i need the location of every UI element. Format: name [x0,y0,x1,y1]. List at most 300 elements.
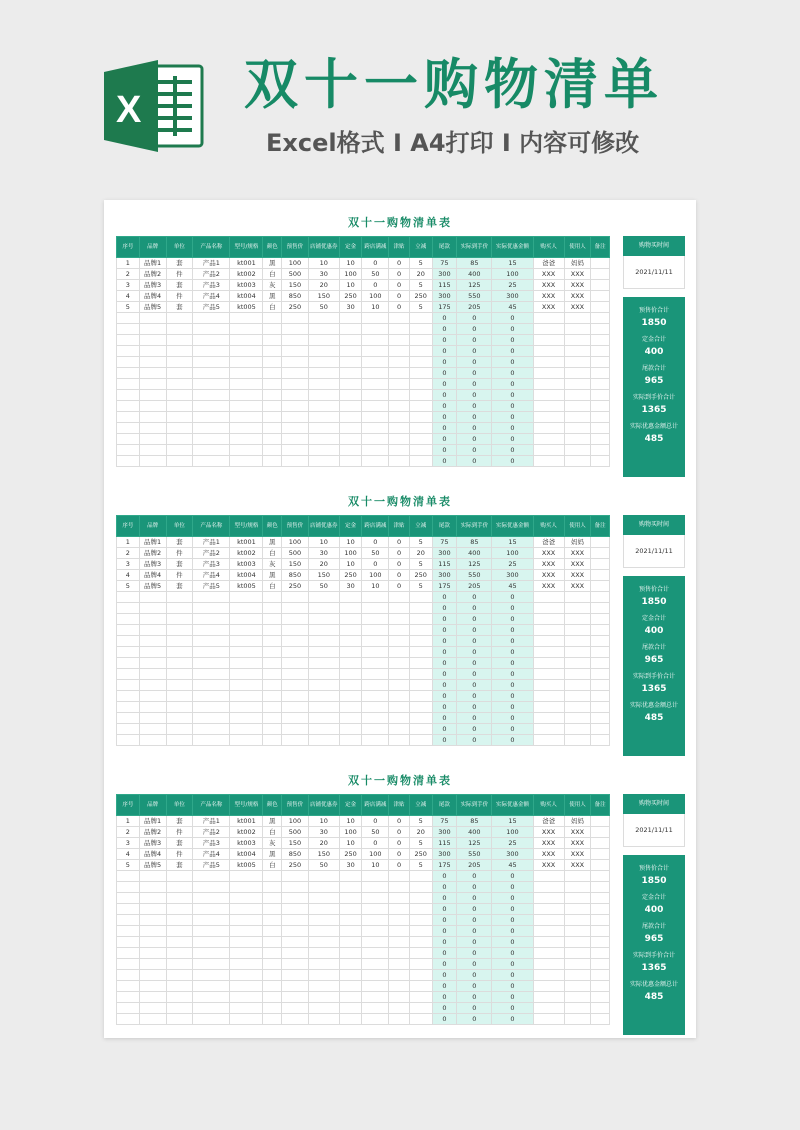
table-cell[interactable]: 套 [166,258,193,269]
table-cell[interactable] [389,1014,410,1025]
table-cell[interactable] [362,1003,389,1014]
table-cell[interactable] [389,368,410,379]
table-cell[interactable] [230,614,263,625]
table-cell[interactable] [339,882,362,893]
table-cell[interactable]: 150 [282,280,309,291]
table-cell[interactable]: 产品5 [193,860,230,871]
table-cell[interactable] [166,603,193,614]
table-cell[interactable] [193,1003,230,1014]
table-cell[interactable] [282,423,309,434]
table-cell[interactable] [389,893,410,904]
table-cell[interactable] [117,614,140,625]
table-cell[interactable]: 300 [492,291,533,302]
table-cell[interactable] [409,981,432,992]
table-cell[interactable] [591,882,610,893]
table-cell[interactable]: 2 [117,269,140,280]
table-cell[interactable]: 5 [409,280,432,291]
table-cell[interactable] [564,1003,591,1014]
table-cell[interactable] [282,434,309,445]
table-cell[interactable]: 0 [389,570,410,581]
table-cell[interactable] [263,625,282,636]
table-cell[interactable] [230,937,263,948]
table-cell[interactable] [591,838,610,849]
table-cell[interactable] [591,816,610,827]
table-cell[interactable]: 0 [457,445,492,456]
table-cell[interactable] [117,981,140,992]
table-cell[interactable] [230,680,263,691]
column-header[interactable]: 序号 [117,237,140,258]
table-cell[interactable]: 0 [492,959,533,970]
table-cell[interactable] [564,713,591,724]
table-cell[interactable] [263,456,282,467]
table-cell[interactable] [389,735,410,746]
table-cell[interactable] [230,401,263,412]
table-cell[interactable] [282,926,309,937]
table-cell[interactable]: 0 [457,926,492,937]
table-cell[interactable] [389,992,410,1003]
table-cell[interactable] [308,357,339,368]
table-cell[interactable] [409,603,432,614]
table-cell[interactable]: XXX [533,548,564,559]
table-cell[interactable] [263,658,282,669]
table-cell[interactable] [308,313,339,324]
table-cell[interactable]: 205 [457,581,492,592]
table-cell[interactable] [139,423,166,434]
table-cell[interactable]: 品牌2 [139,827,166,838]
table-cell[interactable]: 0 [389,537,410,548]
table-cell[interactable] [230,915,263,926]
column-header[interactable]: 店铺优惠券 [308,237,339,258]
table-cell[interactable] [564,603,591,614]
table-cell[interactable]: 30 [339,302,362,313]
table-cell[interactable] [362,871,389,882]
table-cell[interactable] [362,434,389,445]
table-cell[interactable]: 0 [432,368,457,379]
table-cell[interactable] [389,926,410,937]
table-cell[interactable] [117,959,140,970]
table-cell[interactable]: kt005 [230,302,263,313]
table-cell[interactable] [230,592,263,603]
table-cell[interactable] [282,702,309,713]
table-cell[interactable] [362,379,389,390]
table-cell[interactable] [117,882,140,893]
table-cell[interactable]: 300 [432,269,457,280]
table-cell[interactable] [591,827,610,838]
table-cell[interactable]: 0 [389,559,410,570]
table-cell[interactable] [166,904,193,915]
table-cell[interactable] [564,401,591,412]
table-cell[interactable] [339,412,362,423]
table-cell[interactable]: 400 [457,827,492,838]
table-cell[interactable] [533,981,564,992]
table-cell[interactable] [564,970,591,981]
table-cell[interactable]: 0 [457,937,492,948]
table-cell[interactable] [591,423,610,434]
table-cell[interactable]: 0 [492,1003,533,1014]
table-cell[interactable]: 5 [117,302,140,313]
table-cell[interactable]: 件 [166,269,193,280]
table-cell[interactable] [389,313,410,324]
column-header[interactable]: 定金 [339,795,362,816]
table-cell[interactable]: 550 [457,570,492,581]
table-cell[interactable]: 套 [166,581,193,592]
table-cell[interactable]: 产品3 [193,280,230,291]
table-cell[interactable] [263,335,282,346]
table-cell[interactable] [263,346,282,357]
table-cell[interactable] [409,1014,432,1025]
table-cell[interactable]: 0 [457,1014,492,1025]
table-cell[interactable] [263,592,282,603]
table-cell[interactable] [282,658,309,669]
table-cell[interactable] [533,1003,564,1014]
table-cell[interactable] [193,636,230,647]
table-cell[interactable] [362,313,389,324]
table-cell[interactable] [591,346,610,357]
table-cell[interactable]: 0 [432,324,457,335]
table-cell[interactable]: 产品5 [193,302,230,313]
table-cell[interactable] [193,324,230,335]
table-cell[interactable] [230,636,263,647]
table-cell[interactable]: 3 [117,559,140,570]
table-cell[interactable] [389,423,410,434]
table-cell[interactable] [591,680,610,691]
table-cell[interactable] [230,434,263,445]
table-cell[interactable] [339,368,362,379]
table-cell[interactable]: XXX [533,838,564,849]
table-cell[interactable]: 205 [457,860,492,871]
column-header[interactable]: 产品名称 [193,516,230,537]
table-cell[interactable] [339,390,362,401]
table-cell[interactable] [591,412,610,423]
table-cell[interactable]: 0 [432,713,457,724]
table-cell[interactable] [389,904,410,915]
table-cell[interactable] [362,647,389,658]
column-header[interactable]: 跨店满减 [362,795,389,816]
table-cell[interactable]: 20 [308,559,339,570]
table-cell[interactable] [362,948,389,959]
table-cell[interactable] [230,713,263,724]
table-cell[interactable] [533,445,564,456]
table-cell[interactable] [362,456,389,467]
table-cell[interactable] [409,871,432,882]
table-cell[interactable] [339,346,362,357]
table-cell[interactable] [339,335,362,346]
table-cell[interactable]: kt003 [230,280,263,291]
table-cell[interactable]: 100 [362,849,389,860]
table-cell[interactable]: 0 [492,456,533,467]
table-cell[interactable]: 0 [492,324,533,335]
table-cell[interactable] [533,412,564,423]
table-cell[interactable] [308,647,339,658]
table-cell[interactable] [564,324,591,335]
table-cell[interactable]: 产品3 [193,559,230,570]
table-cell[interactable]: 产品4 [193,849,230,860]
table-cell[interactable] [591,937,610,948]
table-cell[interactable] [166,390,193,401]
table-cell[interactable]: 黑 [263,258,282,269]
table-cell[interactable] [308,915,339,926]
table-cell[interactable] [139,401,166,412]
table-cell[interactable] [533,724,564,735]
table-cell[interactable]: 产品3 [193,838,230,849]
table-cell[interactable] [339,735,362,746]
table-cell[interactable] [282,669,309,680]
table-cell[interactable] [193,592,230,603]
table-cell[interactable]: 1 [117,816,140,827]
table-cell[interactable]: 0 [432,636,457,647]
table-cell[interactable] [117,724,140,735]
table-cell[interactable] [139,445,166,456]
table-cell[interactable] [533,636,564,647]
table-cell[interactable]: 0 [492,636,533,647]
table-cell[interactable] [166,1014,193,1025]
table-cell[interactable] [117,390,140,401]
table-cell[interactable] [533,456,564,467]
column-header[interactable]: 实际到手价 [457,516,492,537]
table-cell[interactable] [339,636,362,647]
table-cell[interactable] [533,992,564,1003]
table-cell[interactable]: 0 [432,603,457,614]
total-value[interactable]: 400 [644,905,664,915]
table-cell[interactable] [389,390,410,401]
table-cell[interactable] [339,959,362,970]
total-value[interactable]: 1850 [641,597,667,607]
table-cell[interactable] [263,713,282,724]
table-cell[interactable] [564,456,591,467]
table-cell[interactable] [193,335,230,346]
table-cell[interactable] [591,981,610,992]
table-cell[interactable] [230,445,263,456]
table-cell[interactable] [166,592,193,603]
table-cell[interactable]: 500 [282,827,309,838]
table-cell[interactable]: 0 [492,926,533,937]
table-cell[interactable] [564,915,591,926]
table-cell[interactable] [139,702,166,713]
table-cell[interactable] [230,379,263,390]
table-cell[interactable]: 0 [362,816,389,827]
table-cell[interactable]: 0 [457,335,492,346]
table-cell[interactable] [362,735,389,746]
table-cell[interactable]: 品牌4 [139,570,166,581]
table-cell[interactable] [282,368,309,379]
table-cell[interactable] [117,871,140,882]
table-cell[interactable]: 50 [362,548,389,559]
table-cell[interactable]: 0 [457,313,492,324]
table-cell[interactable]: 125 [457,838,492,849]
table-cell[interactable] [263,434,282,445]
table-cell[interactable]: 产品2 [193,269,230,280]
table-cell[interactable]: 白 [263,860,282,871]
table-cell[interactable] [409,735,432,746]
table-cell[interactable]: XXX [533,860,564,871]
table-cell[interactable]: 0 [432,592,457,603]
table-cell[interactable]: 0 [389,860,410,871]
table-cell[interactable] [230,959,263,970]
purchase-date-value[interactable]: 2021/11/11 [623,535,685,568]
column-header[interactable]: 立减 [409,237,432,258]
table-cell[interactable] [308,625,339,636]
table-cell[interactable] [308,658,339,669]
table-cell[interactable]: 0 [457,970,492,981]
table-cell[interactable] [166,713,193,724]
table-cell[interactable]: 灰 [263,559,282,570]
table-cell[interactable] [389,625,410,636]
table-cell[interactable] [117,368,140,379]
table-cell[interactable] [389,401,410,412]
table-cell[interactable] [362,981,389,992]
table-cell[interactable]: 5 [409,581,432,592]
table-cell[interactable]: 0 [457,702,492,713]
table-cell[interactable] [591,258,610,269]
table-cell[interactable] [193,647,230,658]
table-cell[interactable]: 0 [457,680,492,691]
table-cell[interactable]: 0 [457,324,492,335]
table-cell[interactable]: XXX [533,581,564,592]
table-cell[interactable]: 5 [409,838,432,849]
table-cell[interactable]: kt003 [230,838,263,849]
table-cell[interactable]: 0 [457,915,492,926]
table-cell[interactable]: 0 [432,390,457,401]
column-header[interactable]: 立减 [409,795,432,816]
table-cell[interactable]: 4 [117,849,140,860]
table-cell[interactable] [362,882,389,893]
table-cell[interactable] [339,445,362,456]
table-cell[interactable] [362,335,389,346]
table-cell[interactable] [591,434,610,445]
table-cell[interactable] [362,915,389,926]
table-cell[interactable] [193,625,230,636]
table-cell[interactable]: 套 [166,302,193,313]
table-cell[interactable] [282,324,309,335]
table-cell[interactable] [282,937,309,948]
column-header[interactable]: 型号/规格 [230,237,263,258]
table-cell[interactable]: 0 [492,735,533,746]
table-cell[interactable] [362,636,389,647]
table-cell[interactable] [389,713,410,724]
table-cell[interactable] [166,324,193,335]
table-cell[interactable]: 25 [492,280,533,291]
table-cell[interactable]: 15 [492,537,533,548]
table-cell[interactable] [389,636,410,647]
table-cell[interactable]: 0 [432,937,457,948]
table-cell[interactable] [139,915,166,926]
table-cell[interactable] [193,1014,230,1025]
table-cell[interactable] [533,379,564,390]
table-cell[interactable] [409,904,432,915]
table-cell[interactable] [139,335,166,346]
table-cell[interactable] [282,390,309,401]
table-cell[interactable] [362,592,389,603]
table-cell[interactable] [308,434,339,445]
table-cell[interactable] [230,992,263,1003]
table-cell[interactable]: 黑 [263,816,282,827]
table-cell[interactable] [564,948,591,959]
table-cell[interactable] [139,614,166,625]
table-cell[interactable] [193,871,230,882]
table-cell[interactable] [166,893,193,904]
table-cell[interactable]: kt005 [230,581,263,592]
table-cell[interactable] [591,893,610,904]
table-cell[interactable]: kt004 [230,291,263,302]
table-cell[interactable] [282,1003,309,1014]
table-cell[interactable] [564,379,591,390]
table-cell[interactable] [282,893,309,904]
table-cell[interactable] [230,893,263,904]
table-cell[interactable] [193,313,230,324]
table-cell[interactable] [193,346,230,357]
table-cell[interactable]: 0 [432,335,457,346]
table-cell[interactable] [308,702,339,713]
table-cell[interactable] [591,456,610,467]
total-value[interactable]: 965 [644,376,664,386]
column-header[interactable]: 津贴 [389,237,410,258]
table-cell[interactable] [362,1014,389,1025]
table-cell[interactable] [117,691,140,702]
table-cell[interactable] [117,357,140,368]
table-cell[interactable] [308,904,339,915]
column-header[interactable]: 购买人 [533,516,564,537]
table-cell[interactable]: 0 [457,357,492,368]
table-cell[interactable] [409,702,432,713]
table-cell[interactable] [533,335,564,346]
table-cell[interactable] [166,970,193,981]
table-cell[interactable]: 125 [457,280,492,291]
table-cell[interactable]: 0 [389,269,410,280]
table-cell[interactable] [339,324,362,335]
table-cell[interactable] [282,357,309,368]
table-cell[interactable]: 0 [389,849,410,860]
table-cell[interactable] [362,324,389,335]
table-cell[interactable]: 5 [409,537,432,548]
table-cell[interactable] [117,669,140,680]
table-cell[interactable] [117,324,140,335]
table-cell[interactable] [409,412,432,423]
table-cell[interactable]: 150 [308,849,339,860]
table-cell[interactable]: 灰 [263,838,282,849]
table-cell[interactable] [166,691,193,702]
table-cell[interactable] [263,937,282,948]
table-cell[interactable] [564,904,591,915]
table-cell[interactable]: 0 [432,445,457,456]
table-cell[interactable]: 0 [457,871,492,882]
table-cell[interactable] [308,603,339,614]
table-cell[interactable] [564,691,591,702]
table-cell[interactable] [230,691,263,702]
table-cell[interactable] [193,368,230,379]
table-cell[interactable] [339,669,362,680]
table-cell[interactable] [230,346,263,357]
table-cell[interactable]: 0 [432,992,457,1003]
table-cell[interactable]: 0 [432,412,457,423]
table-cell[interactable] [591,970,610,981]
table-cell[interactable] [362,937,389,948]
table-cell[interactable]: 2 [117,548,140,559]
table-cell[interactable]: 0 [492,915,533,926]
table-cell[interactable] [139,1014,166,1025]
table-cell[interactable] [409,357,432,368]
table-cell[interactable] [308,346,339,357]
table-cell[interactable]: 115 [432,280,457,291]
table-cell[interactable] [564,614,591,625]
table-cell[interactable] [591,335,610,346]
total-value[interactable]: 1365 [641,963,667,973]
table-cell[interactable]: kt004 [230,849,263,860]
table-cell[interactable]: 0 [492,625,533,636]
table-cell[interactable] [166,882,193,893]
table-cell[interactable] [166,357,193,368]
table-cell[interactable]: XXX [564,570,591,581]
table-cell[interactable] [230,335,263,346]
